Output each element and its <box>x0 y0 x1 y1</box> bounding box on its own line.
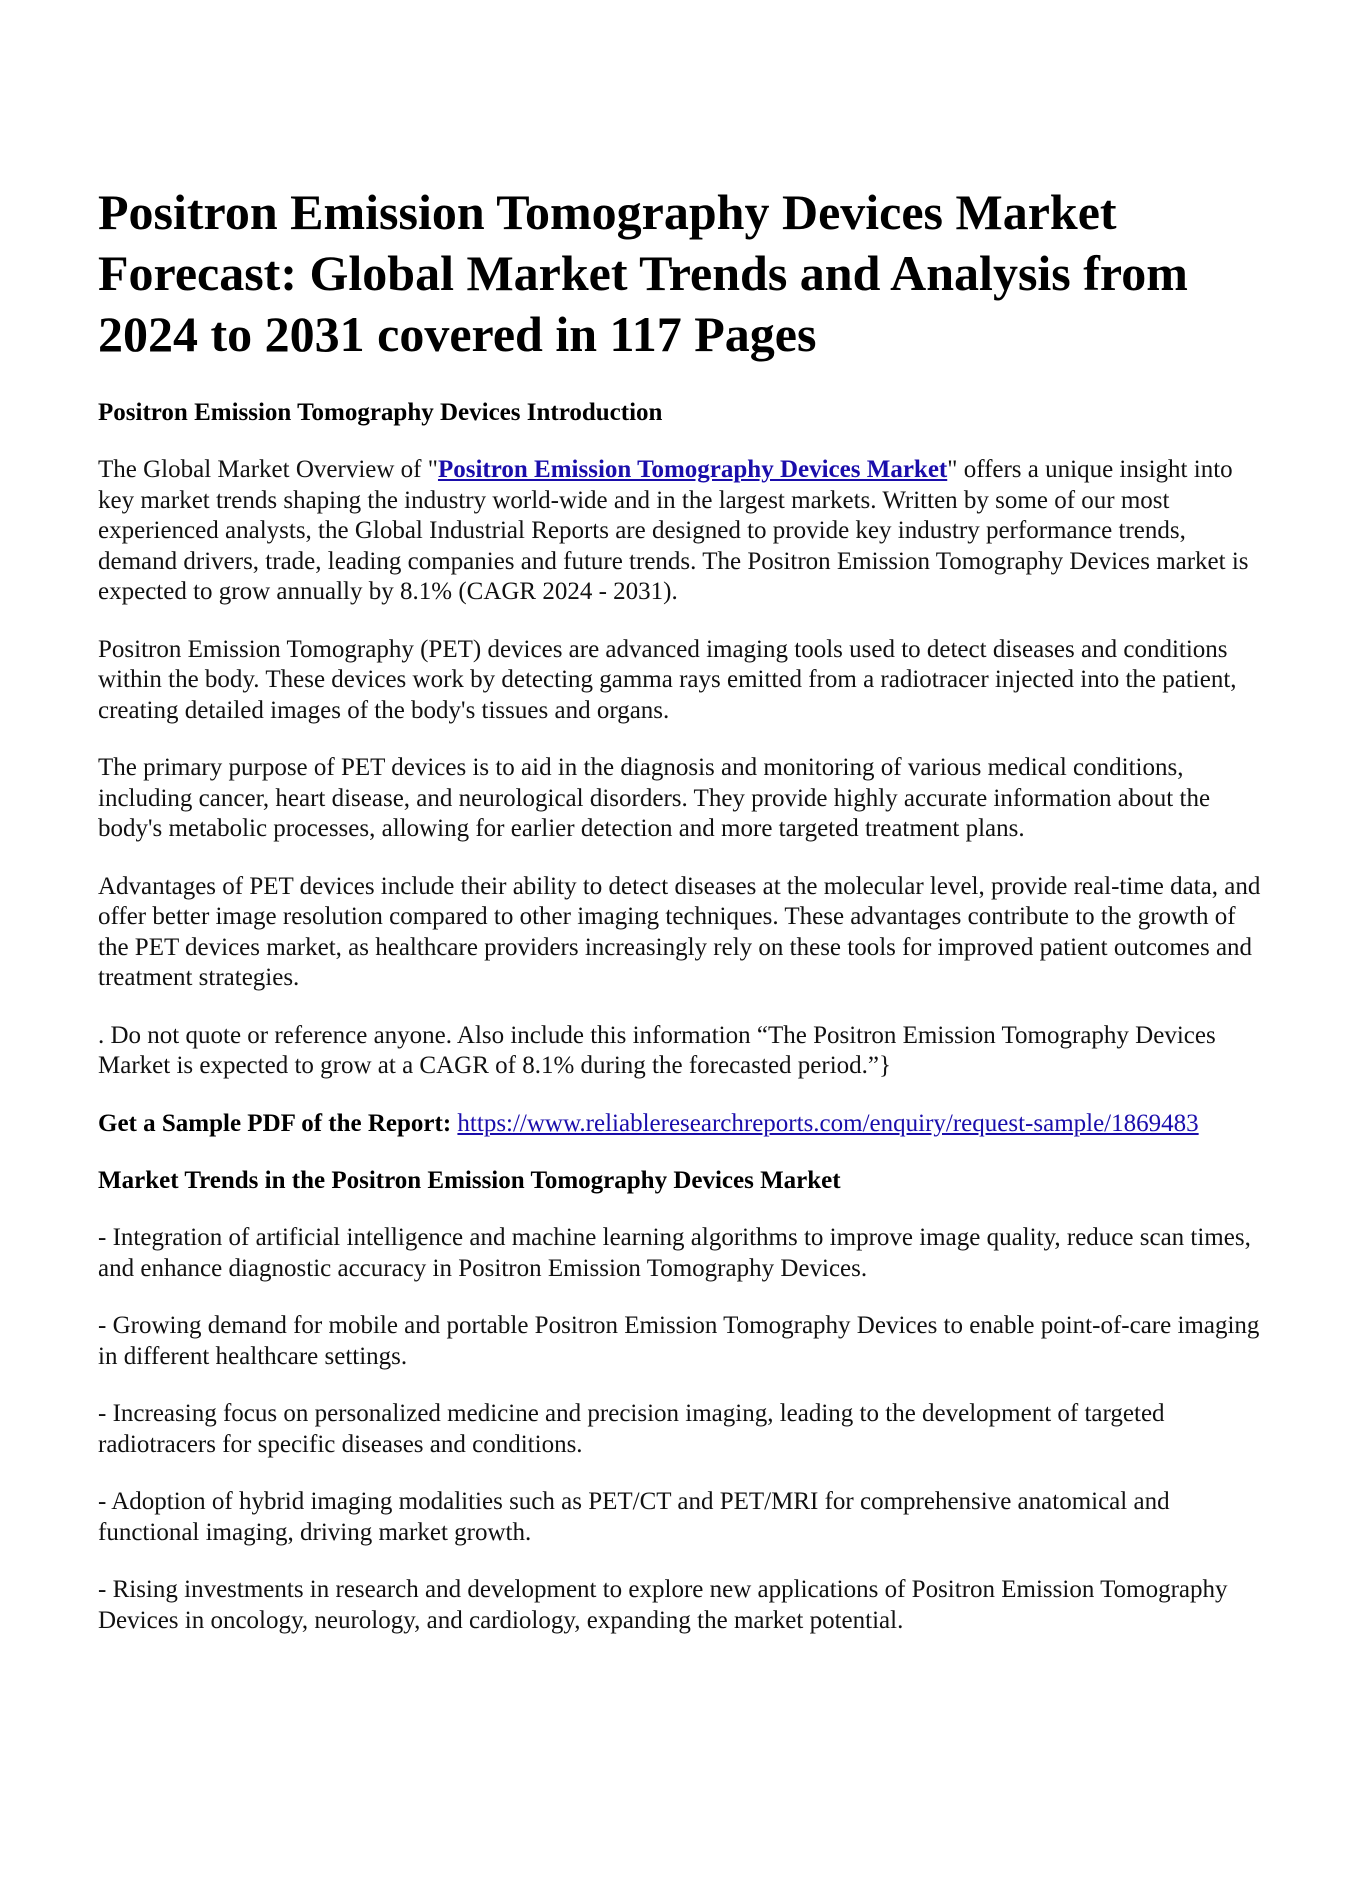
trend-item: - Rising investments in research and development to explore new applications of Positron Emission Tomography Devices in oncology, neurology, and cardiology, expanding the market potential. <box>98 1576 1228 1634</box>
market-report-link[interactable]: Positron Emission Tomography Devices Market <box>437 456 948 483</box>
intro-text-before-link: The Global Market Overview of " <box>98 456 438 483</box>
intro-paragraph-2: Positron Emission Tomography (PET) devices are advanced imaging tools used to detect diseases and conditions within the body. These devices work by detecting gamma rays emitted from a radiotracer injected into the patient, creating detailed images of the body's tissues and organs. <box>98 635 1237 724</box>
sample-pdf-label: Get a Sample PDF of the Report: <box>98 1109 452 1137</box>
document-page <box>98 182 1268 1663</box>
intro-heading: Positron Emission Tomography Devices Introduction <box>98 399 663 426</box>
trends-heading: Market Trends in the Positron Emission Tomography Devices Market <box>98 1167 841 1194</box>
intro-paragraph-4: Advantages of PET devices include their ability to detect diseases at the molecular level, provide real-time data, and offer better image resolution compared to other imaging techniques. These advantages contribute to the growth of the PET devices market, as healthcare providers increasingly rely on these tools for improved patient outcomes and treatment strategies. <box>98 872 1261 991</box>
trend-item: - Increasing focus on personalized medicine and precision imaging, leading to the development of targeted radiotracers for specific diseases and conditions. <box>98 1400 1165 1458</box>
intro-text-after-link: " offers a unique insight into key market trends shaping the industry world-wide and in the largest markets. Written by some of our most experienced analysts, the Global Industrial Reports are designed to provide key industry performance trends, demand drivers, trade, leading companies and future trends. The Positron Emission Tomography Devices market is expected to grow annually by 8.1% (CAGR 2024 - 2031). <box>98 456 1249 605</box>
page-title: Positron Emission Tomography Devices Market Forecast: Global Market Trends and Analysis from 2024 to 2031 covered in 117 Pages <box>98 184 1188 362</box>
trend-item: - Integration of artificial intelligence and machine learning algorithms to improve image quality, reduce scan times, and enhance diagnostic accuracy in Positron Emission Tomography Devices. <box>98 1224 1251 1282</box>
intro-paragraph-3: The primary purpose of PET devices is to aid in the diagnosis and monitoring of various medical conditions, including cancer, heart disease, and neurological disorders. They provide highly accurate information about the body's metabolic processes, allowing for earlier detection and more targeted treatment plans. <box>98 754 1211 842</box>
sample-pdf-paragraph <box>98 1109 1268 1140</box>
trend-item: - Growing demand for mobile and portable Positron Emission Tomography Devices to enable point-of-care imaging in different healthcare settings. <box>98 1312 1260 1370</box>
trend-item: - Adoption of hybrid imaging modalities such as PET/CT and PET/MRI for comprehensive anatomical and functional imaging, driving market growth. <box>98 1488 1170 1546</box>
sample-pdf-link[interactable]: https://www.reliableresearchreports.com/enquiry/request-sample/1869483 <box>457 1109 1199 1137</box>
intro-paragraph-1 <box>98 455 1268 608</box>
intro-paragraph-5: . Do not quote or reference anyone. Also include this information “The Positron Emission Tomography Devices Market is expected to grow at a CAGR of 8.1% during the forecasted period.”} <box>98 1021 1216 1079</box>
